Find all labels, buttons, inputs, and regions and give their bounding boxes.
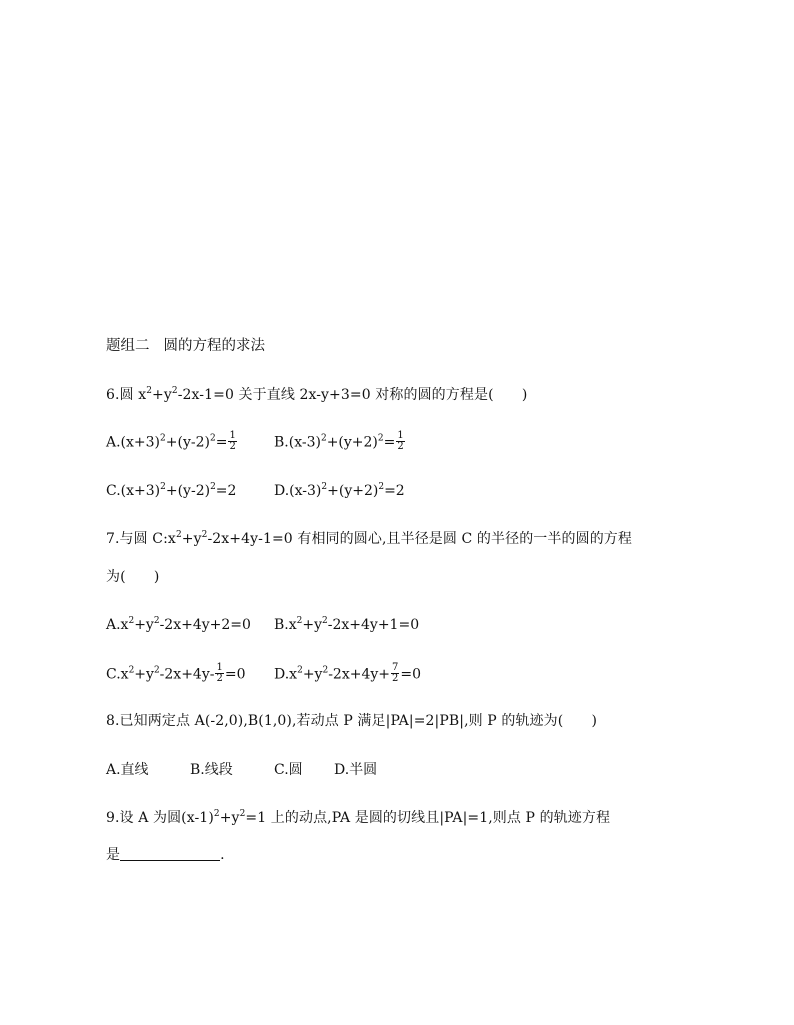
text-run: A.直线 (106, 762, 149, 778)
fraction-numerator: 7 (392, 662, 399, 673)
superscript: 2 (146, 386, 153, 396)
text-run: D.半圆 (334, 762, 378, 778)
fraction (391, 663, 399, 684)
superscript: 2 (209, 433, 216, 444)
superscript: 2 (322, 616, 328, 626)
section-title-label: 题组二 (106, 338, 150, 354)
text-run: -2x+4y-1=0 有相同的圆心,且半径是圆 C 的半径的一半的圆的方程 (207, 531, 633, 547)
question-7-option-b[interactable] (274, 616, 419, 634)
text-run: 7.与圆 C:x (106, 531, 176, 547)
text-run: =0 (224, 666, 246, 683)
text-run: =1 上的动点,PA 是圆的切线且|PA|=1,则点 P 的轨迹方程 (245, 810, 611, 826)
text-run: +y (134, 617, 154, 633)
superscript: 2 (321, 482, 328, 492)
text-run: +(y+2) (327, 483, 379, 499)
section-title (106, 337, 265, 355)
question-8-option-d[interactable] (334, 761, 377, 779)
superscript: 2 (160, 482, 166, 492)
superscript: 2 (128, 616, 135, 626)
question-6-option-b[interactable] (274, 432, 406, 453)
text-run: +y (219, 810, 240, 826)
question-7-stem-line-1 (106, 530, 632, 548)
superscript: 2 (128, 665, 135, 676)
text-run: +(y-2) (165, 483, 211, 499)
text-run: B.(x-3) (274, 434, 321, 451)
question-6-option-a[interactable] (106, 432, 238, 453)
text-run: -2x-1=0 关于直线 2x-y+3=0 对称的圆的方程是( ) (177, 387, 528, 403)
superscript: 2 (296, 616, 303, 626)
superscript: 2 (175, 530, 182, 540)
superscript: 2 (153, 665, 160, 676)
text-run: +y (302, 666, 323, 683)
text-run: C.(x+3) (106, 483, 161, 499)
answer-blank[interactable] (120, 846, 220, 861)
text-run: D.x (274, 666, 298, 683)
text-run: +(y+2) (326, 434, 378, 451)
text-run: A.(x+3) (106, 434, 161, 451)
superscript: 2 (322, 665, 329, 676)
superscript: 2 (213, 809, 220, 819)
text-run: 8.已知两定点 A(-2,0),B(1,0),若动点 P 满足|PA|=2|PB|,则 P 的轨迹为( ) (106, 713, 598, 729)
text-run: +(y-2) (165, 434, 210, 451)
fraction-denominator: 2 (216, 673, 223, 684)
question-9-stem-line-2 (106, 846, 225, 864)
superscript: 2 (201, 530, 208, 540)
fraction-numerator: 1 (397, 430, 404, 441)
superscript: 2 (297, 665, 303, 676)
text-run: +y (134, 666, 154, 683)
text-run: 6.圆 x (106, 387, 147, 403)
text-run: +y (181, 531, 202, 547)
fraction-denominator: 2 (229, 441, 236, 452)
question-8-option-a[interactable] (106, 761, 149, 779)
text-run: -2x+4y+1=0 (327, 617, 420, 633)
superscript: 2 (153, 616, 160, 626)
question-6-option-d[interactable] (274, 482, 405, 500)
question-8-option-b[interactable] (190, 761, 233, 779)
superscript: 2 (210, 482, 216, 492)
text-run: . (220, 847, 225, 863)
text-run: C.x (106, 666, 129, 683)
text-run: B.线段 (190, 762, 233, 778)
question-6-stem (106, 386, 527, 404)
fraction (215, 663, 223, 684)
fraction-denominator: 2 (397, 441, 404, 452)
text-run: -2x+4y+2=0 (159, 617, 251, 633)
question-7-stem-line-2 (106, 568, 159, 586)
fraction (228, 431, 236, 452)
section-title-topic: 圆的方程的求法 (163, 338, 265, 354)
text-run: 为( ) (106, 569, 160, 585)
text-run: A.x (106, 617, 129, 633)
question-7-option-c[interactable] (106, 664, 246, 685)
text-run: -2x+4y- (159, 666, 215, 683)
question-8-stem (106, 712, 597, 730)
fraction-numerator: 1 (216, 662, 223, 673)
text-run: -2x+4y+ (328, 666, 390, 683)
text-run: C.圆 (274, 762, 303, 778)
superscript: 2 (160, 433, 166, 444)
question-8-option-c[interactable] (274, 761, 303, 779)
superscript: 2 (378, 482, 385, 492)
fraction-denominator: 2 (392, 673, 399, 684)
text-run: =2 (215, 483, 237, 499)
text-run: = (383, 434, 396, 451)
question-7-option-a[interactable] (106, 616, 251, 634)
text-run: D.(x-3) (274, 483, 322, 499)
text-run: +y (152, 387, 172, 403)
superscript: 2 (320, 433, 327, 444)
fraction (396, 431, 404, 452)
question-6-option-c[interactable] (106, 482, 236, 500)
superscript: 2 (377, 433, 384, 444)
question-7-option-d[interactable] (274, 664, 421, 685)
text-run: +y (302, 617, 323, 633)
text-run: =2 (384, 483, 405, 499)
text-run: 9.设 A 为圆(x-1) (106, 810, 214, 826)
superscript: 2 (239, 809, 246, 819)
text-run: = (215, 434, 228, 451)
question-9-stem-line-1 (106, 809, 610, 827)
superscript: 2 (171, 386, 178, 396)
text-run: B.x (274, 617, 297, 633)
text-run: =0 (400, 666, 422, 683)
fraction-numerator: 1 (229, 430, 236, 441)
text-run: 是 (106, 847, 121, 863)
